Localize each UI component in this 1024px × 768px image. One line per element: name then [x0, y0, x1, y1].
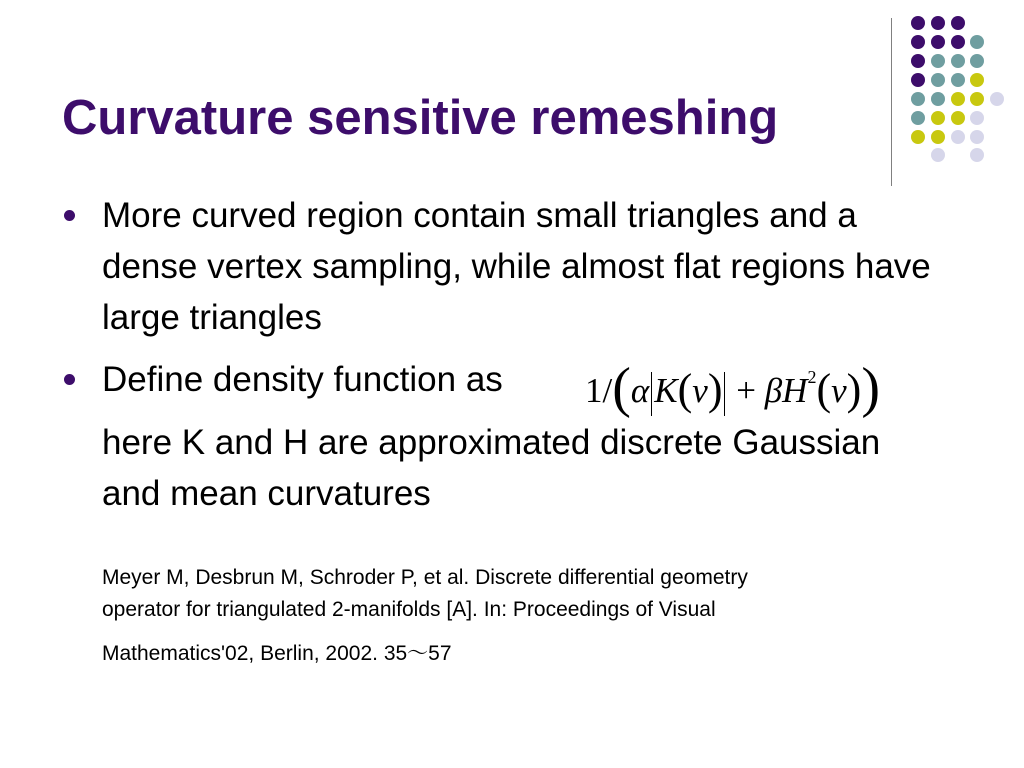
- formula-paren: (: [612, 357, 631, 419]
- formula-plus: +: [736, 371, 756, 410]
- formula-alpha: α: [630, 371, 650, 410]
- decorative-dot: [931, 35, 945, 49]
- decorative-dot: [931, 148, 945, 162]
- bullet-text: Define density function as: [102, 360, 503, 399]
- bullet-text: More curved region contain small triangles and a dense vertex sampling, while almost flat regions have large triangles: [102, 196, 931, 337]
- decorative-dot: [931, 92, 945, 106]
- bullet-continuation: here K and H are approximated discrete Gaussian and mean curvatures: [102, 423, 881, 513]
- decorative-dot: [911, 54, 925, 68]
- formula-paren: ): [707, 365, 723, 414]
- decorative-dot: [970, 111, 984, 125]
- citation-line: Mathematics'02, Berlin, 2002. 35～57: [102, 642, 452, 665]
- slide-title: Curvature sensitive remeshing: [62, 91, 779, 145]
- formula-prefix: 1/: [585, 371, 613, 410]
- decorative-dot: [931, 16, 945, 30]
- decorative-dot: [911, 92, 925, 106]
- formula-beta: β: [764, 371, 783, 410]
- formula-v: v: [692, 371, 708, 410]
- decorative-dot: [970, 73, 984, 87]
- decorative-dot: [951, 111, 965, 125]
- formula-exponent: 2: [807, 367, 817, 388]
- decorative-dot: [951, 92, 965, 106]
- bullet-item: [62, 190, 942, 343]
- citation: [102, 562, 962, 670]
- decorative-dot: [951, 54, 965, 68]
- decorative-dot: [970, 148, 984, 162]
- vertical-divider: [891, 18, 892, 186]
- decorative-dot: [990, 92, 1004, 106]
- decorative-dot: [951, 16, 965, 30]
- formula-paren: ): [846, 365, 862, 414]
- decorative-dot: [931, 54, 945, 68]
- decorative-dot: [911, 35, 925, 49]
- decorative-dot: [970, 54, 984, 68]
- decorative-dot: [911, 73, 925, 87]
- decorative-dot: [931, 73, 945, 87]
- formula-v: v: [831, 371, 847, 410]
- decorative-dot: [951, 130, 965, 144]
- decorative-dot: [911, 16, 925, 30]
- formula-abs-bar: [651, 372, 652, 416]
- decorative-dot: [911, 111, 925, 125]
- density-formula: [585, 352, 880, 419]
- bullet-marker: [64, 374, 75, 385]
- decorative-dot: [931, 111, 945, 125]
- decorative-dot: [951, 73, 965, 87]
- decorative-dot: [970, 92, 984, 106]
- citation-line: operator for triangulated 2-manifolds [A]. In: Proceedings of Visual: [102, 598, 716, 621]
- formula-abs-bar: [724, 372, 725, 416]
- decorative-dot: [970, 130, 984, 144]
- formula-paren: (: [816, 365, 832, 414]
- decorative-dot: [951, 35, 965, 49]
- formula-k: K: [654, 371, 678, 410]
- formula-paren: ): [861, 357, 880, 419]
- decorative-dot: [911, 130, 925, 144]
- decorative-dot: [970, 35, 984, 49]
- formula-paren: (: [677, 365, 693, 414]
- bullet-marker: [64, 210, 75, 221]
- decorative-dot: [931, 130, 945, 144]
- citation-line: Meyer M, Desbrun M, Schroder P, et al. Discrete differential geometry: [102, 566, 748, 589]
- formula-h: H: [782, 371, 808, 410]
